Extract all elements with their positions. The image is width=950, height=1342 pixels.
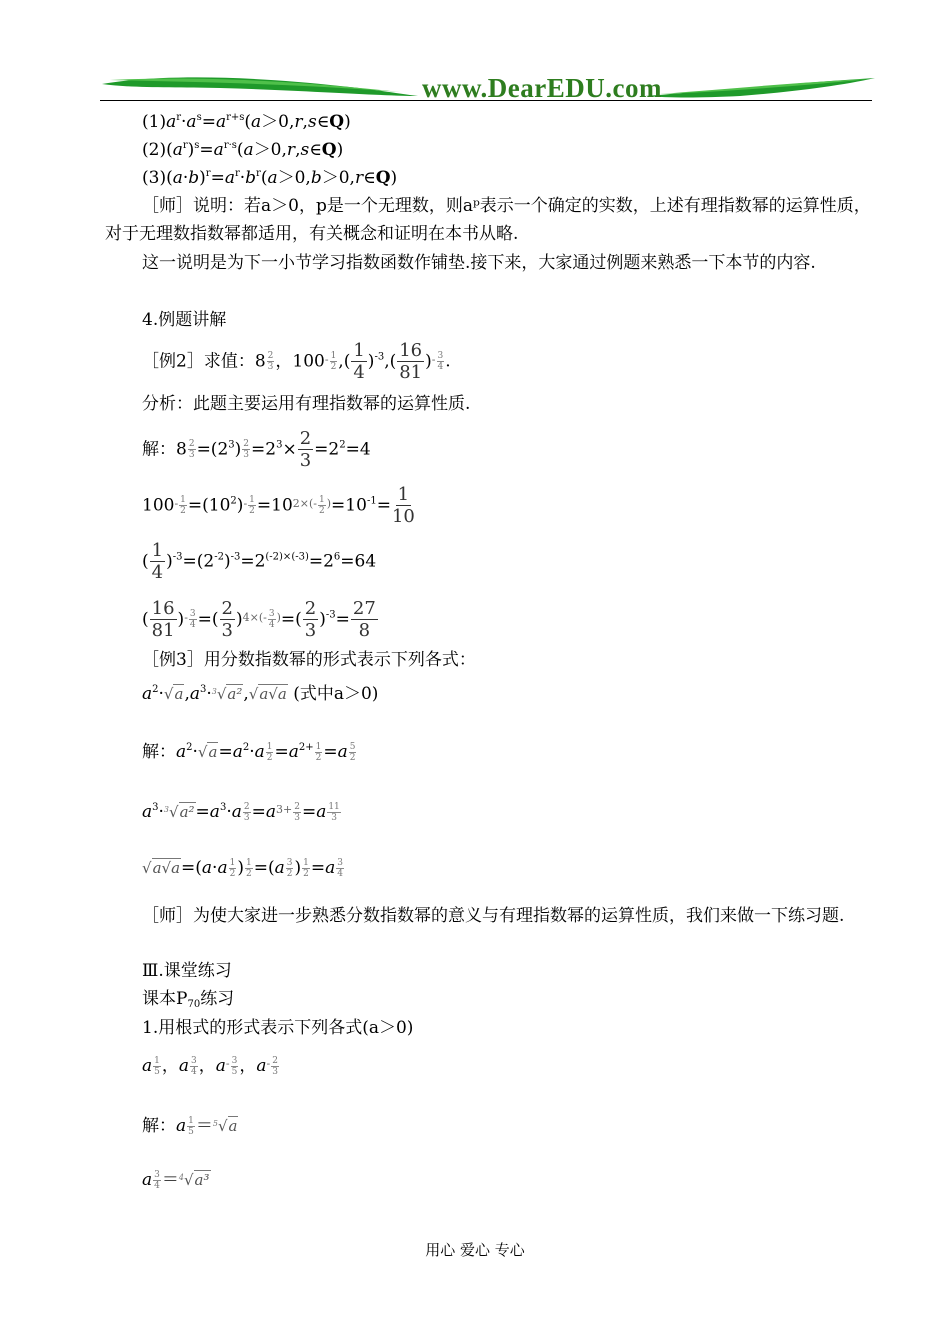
analysis: 分析：此题主要运用有理指数幂的运算性质. (142, 394, 471, 414)
example-3-condition: (式中a＞0) (293, 684, 379, 704)
solution-label: 解： (142, 439, 176, 460)
solution-3-line-3: √a√a=(a·a $\frac{1}{2}$ ) $\frac{1}{2}$ =(a $\frac{3}{2}$ ) $\frac{1}{2}$ =a $\frac{3}{4}$ (142, 857, 343, 879)
transition-paragraph: 这一说明是为下一小节学习指数函数作铺垫.接下来，大家通过例题来熟悉一下本节的内容. (142, 253, 816, 273)
solution-3-line-2: $a^3\cdot^3√a^2=a^3\cdot a$ $\frac{2}{3}$ =a3+ $\frac{2}{3}$ =a $\frac{11}{3}$ (142, 801, 340, 823)
teacher-note-1: ［师］说明：若a＞0，p是一个无理数，则aᵖ表示一个确定的实数，上述有理指数幂的运算性质，对于无理数指数幂都适用，有关概念和证明在本书从略. (105, 196, 871, 244)
example-2-label: ［例2］求值： (142, 351, 255, 372)
teacher-note-2: ［师］为使大家进一步熟悉分数指数幂的意义与有理指数幂的运算性质，我们来做一下练习题. (142, 906, 845, 926)
section-3-heading: Ⅲ.课堂练习 (142, 961, 232, 981)
header-rule (100, 100, 872, 101)
exercise-1: 1.用根式的形式表示下列各式(a＞0) (142, 1018, 414, 1038)
rule-1: $(1)a^r\cdot a^s=a^{r+s}(a>0,r,s\in Q)$ (142, 112, 351, 132)
exercise-1-expressions: a $\frac{1}{5}$ ，a $\frac{3}{4}$ ，a- $\frac{3}{5}$ ，a- $\frac{2}{3}$ (142, 1055, 278, 1077)
textbook-reference: 课本$P_{70}$练习 (142, 989, 235, 1010)
site-logo[interactable]: www.DearEDU.com (422, 73, 662, 103)
solution-2-line-4: ( $\frac{16}{81}$ )- $\frac{3}{4}$ =( $\frac{2}{3}$ )4×(- $\frac{3}{4}$ )=( $\frac{2}{3}$ )$^{-3}$= $\frac{27}{8}$ (142, 598, 376, 641)
exercise-1-solution-1: 解：a $\frac{1}{5}$ ＝$^5$√a (142, 1115, 238, 1137)
page-footer: 用心 爱心 专心 (425, 1241, 525, 1259)
rule-3: $(3)(a\cdot b)^r=a^r\cdot b^r(a>0,b>0,r\in Q)$ (142, 168, 398, 188)
solution-3-line-1: 解：$a^2\cdot√a=a^2\cdot a$ $\frac{1}{2}$ $=a^{2+}$ $\frac{1}{2}$ =a $\frac{5}{2}$ (142, 741, 356, 763)
solution-2-line-2: 100- $\frac{1}{2}$ $=(10^2)-$ $\frac{1}{2}$ =102×(- $\frac{1}{2}$ )$=10^{-1}=$ $\frac{1}{10}$ (142, 484, 415, 527)
example-2: ［例2］求值：8 $\frac{2}{3}$ ，100- $\frac{1}{2}$ ,( $\frac{1}{4}$ )$^{-3}$,( $\frac{16}{81}$ )- $\frac{3}{4}$ . (142, 340, 451, 383)
rule-2: $(2)(a^r)^s=a^{r\cdot s}(a>0,r,s\in Q)$ (142, 140, 344, 160)
solution-2-line-3: ( $\frac{1}{4}$ )$^{-3}=(2^{-2})^{-3}=2^{(-2)\times(-3)}=2^6=64$ (142, 540, 377, 583)
exercise-1-solution-2: a $\frac{3}{4}$ ＝$^4$√a³ (142, 1169, 210, 1191)
example-3-expressions: $a^2\cdot√a,a^3\cdot^3√a^2,√a√a$ (式中a＞0) (142, 684, 379, 704)
example-3-label: ［例3］用分数指数幂的形式表示下列各式： (142, 650, 476, 670)
solution-2-line-1: 解：8 $\frac{2}{3}$ $=(2^3)$ $\frac{2}{3}$ $=2^3\times$ $\frac{2}{3}$ $=2^2=4$ (142, 428, 371, 471)
section-4-heading: 4.例题讲解 (142, 310, 227, 330)
